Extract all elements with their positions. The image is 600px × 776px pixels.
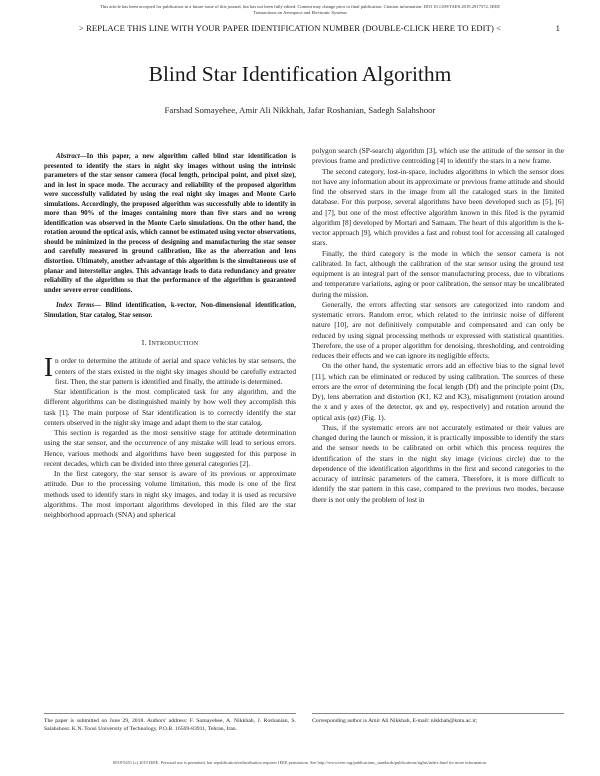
intro-paragraph-1-text: n order to determine the attitude of aerial and space vehicles by star sensors, the centers of the stars existed in the night sky images should be carefully extracted first. Then, the star pattern is identified and finally, the attitude is determined. bbox=[55, 356, 296, 386]
publication-notice: This article has been accepted for publication in a future issue of this journal, but has not been fully edited. Content may change prior to final publication. Citation information: DOI 10.1109/TAES.2019.2917572, IEEE bbox=[99, 4, 501, 9]
author-list: Farshad Somayehee, Amir Ali Nikkhah, Jafar Roshanian, Sadegh Salahshoor bbox=[164, 105, 436, 115]
paper-title: Blind Star Identification Algorithm bbox=[148, 62, 452, 86]
index-terms bbox=[44, 301, 296, 320]
page-number: 1 bbox=[555, 23, 560, 33]
journal-name: Transactions on Aerospace and Electronic Systems bbox=[253, 10, 347, 15]
left-column bbox=[44, 152, 296, 520]
section-title-initial: I bbox=[148, 338, 152, 348]
footnote-rule-right bbox=[312, 713, 564, 714]
footnote-corresponding-author: Corresponding author is Amir Ali Nikkhah, E-mail: nikkhah@kntu.ac.ir; bbox=[312, 718, 478, 724]
footnote-rule-left bbox=[44, 713, 296, 714]
section-title-rest: NTRODUCTION bbox=[151, 340, 199, 348]
intro-paragraph-3: This section is regarded as the most sensitive stage for attitude determination using the star sensor, and the occurrence of any mistake will lead to serious errors. Hence, various methods and algorithms have been suggested for this purpose in recent decades, which can be divided into three general categories [2]. bbox=[44, 428, 296, 468]
right-paragraph-3: Generally, the errors affecting star sensors are categorized into random and systematic errors. Random error, which related to the intrinsic noise of different nature [10], are not definitively computable and compensated and can only be reduced by using signal processing methods or expressed with statistical quantities. Therefore, the use of a proper algorithm for denoising, thresholding, and centroiding reduces their effects and we can ignore its negligible effects. bbox=[312, 299, 564, 360]
abstract-text: —In this paper, a new algorithm called blind star identification is presented to identify the stars in night sky images without using the intrinsic parameters of the star sensor camera (focal length, principal point, and pixel size), and in lost in space mode. The accuracy and reliability of the proposed algorithm were successfully validated by using the real night sky images and Monte Carlo simulations. Accordingly, the proposed algorithm was successfully able to identify in more than 90% of the images containing more than five stars and no wrong identification was observed in the Monte Carlo simulations. On the other hand, the rotation around the optical axis, which cannot be estimated using vector observations, should be minimized in the process of designing and manufacturing the star sensor and carefully measured in ground calibration, like as the aberration and lens distortion. Ultimately, another advantage of this algorithm is the simultaneous use of planar and interstellar angles. This advantage leads to data redundancy and greater reliability of the algorithm so that the performance of the algorithm is guaranteed under severe error conditions. bbox=[44, 153, 296, 294]
abstract bbox=[44, 152, 296, 295]
copyright-notice: 0018-9251 (c) 2019 IEEE. Personal use is permitted, but republication/redistribution requires IEEE permission. See http://www.ieee.org/publications_standards/publications/rights/index.html for more information. bbox=[113, 760, 487, 765]
right-paragraph-2: Finally, the third category is the mode in which the sensor camera is not calibrated. In fact, although the calibration of the star sensor using the ground test equipment is an integral part of the sensor manufacturing process, due to vibrations and temperature variations, aging or poor calibration, the sensor may be uncalibrated during the mission. bbox=[312, 248, 564, 299]
replace-line-text: > REPLACE THIS LINE WITH YOUR PAPER IDENTIFICATION NUMBER (DOUBLE-CLICK HERE TO EDIT) < bbox=[78, 23, 502, 33]
section-heading-introduction bbox=[44, 338, 296, 349]
abstract-lead: Abstract bbox=[56, 153, 80, 160]
right-paragraph-0: polygon search (SP-search) algorithm [3], which use the attitude of the sensor in the previous frame and predictive centroiding [4] to identify the stars in a new frame. bbox=[312, 146, 564, 166]
intro-paragraph-1 bbox=[44, 352, 296, 387]
drop-cap: I bbox=[44, 352, 53, 383]
index-terms-lead: Index Terms bbox=[56, 302, 95, 310]
right-paragraph-5: Thus, if the systematic errors are not accurately estimated or their values are changed during the launch or mission, it is practically impossible to identify the stars and the sensor needs to be calibrated on orbit which this process requires the identification of the stars in the night sky image (vicious circle) due to the dependence of the identification algorithms in the first and second categories to the accuracy of intrinsic parameters of the camera. Therefore, it is more difficult to identify the star pattern in this case, compared to the previous two modes, because there is not only the problem of lost in bbox=[312, 422, 564, 504]
right-paragraph-1: The second category, lost-in-space, includes algorithms in which the sensor does not have any information about its approximate or previous frame attitude and should find the observed stars in the image from all the cataloged stars in the limited database. For this purpose, several algorithms have been developed such as [5], [6] and [7], but one of the most effective algorithm known in this filed is the pyramid algorithm [8] developed by Mortari and Samaan. The heart of this algorithm is the k-vector approach [9], which provides a fast and robust tool for accessing all cataloged stars. bbox=[312, 166, 564, 248]
intro-paragraph-4: In the first category, the star sensor is aware of its previous or approximate attitude. Due to the processing volume limitation, this mode is one of the first methods used to identify stars in night sky images, and today it is used as recursive algorithms. The most important algorithms developed in this filed are the star neighborhood approach (SNA) and spherical bbox=[44, 469, 296, 520]
right-column bbox=[312, 146, 564, 505]
intro-paragraph-2: Star identification is the most complicated task for any algorithm, and the different algorithms can be distinguished mainly by how well they accomplish this task [1]. The main purpose of Star identification is to correctly identify the star centers observed in the night sky image and adapt them to the star catalog. bbox=[44, 387, 296, 427]
footnote-submission: The paper is submitted on June 29, 2018. Authors' address: F. Somayehee, A. Nikkhah, J. Roshanian, S. Salahshoor. K.N. Toosi University of Technology, P.O.B. 16569-83911, Tehran, Iran. bbox=[44, 718, 296, 732]
right-paragraph-4: On the other hand, the systematic errors add an effective bias to the signal level [11], which can be eliminated or reduced by using calibration. The sources of these errors are the error of determining the focal length (Df) and the principle point (Dx, Dy), lens aberration and distortion (K1, K2 and K3), misalignment (rotation around the x and y axes of the detector, φx and φy, respectively) and rotation around the optical axis (φz) (Fig. 1). bbox=[312, 361, 564, 422]
index-terms-text: — Blind identification, k-vector, Non-dimensional identification, Simulation, Star catalog, Star sensor. bbox=[44, 302, 296, 319]
paper-id-line bbox=[40, 22, 560, 34]
section-numeral: I. bbox=[141, 338, 147, 348]
